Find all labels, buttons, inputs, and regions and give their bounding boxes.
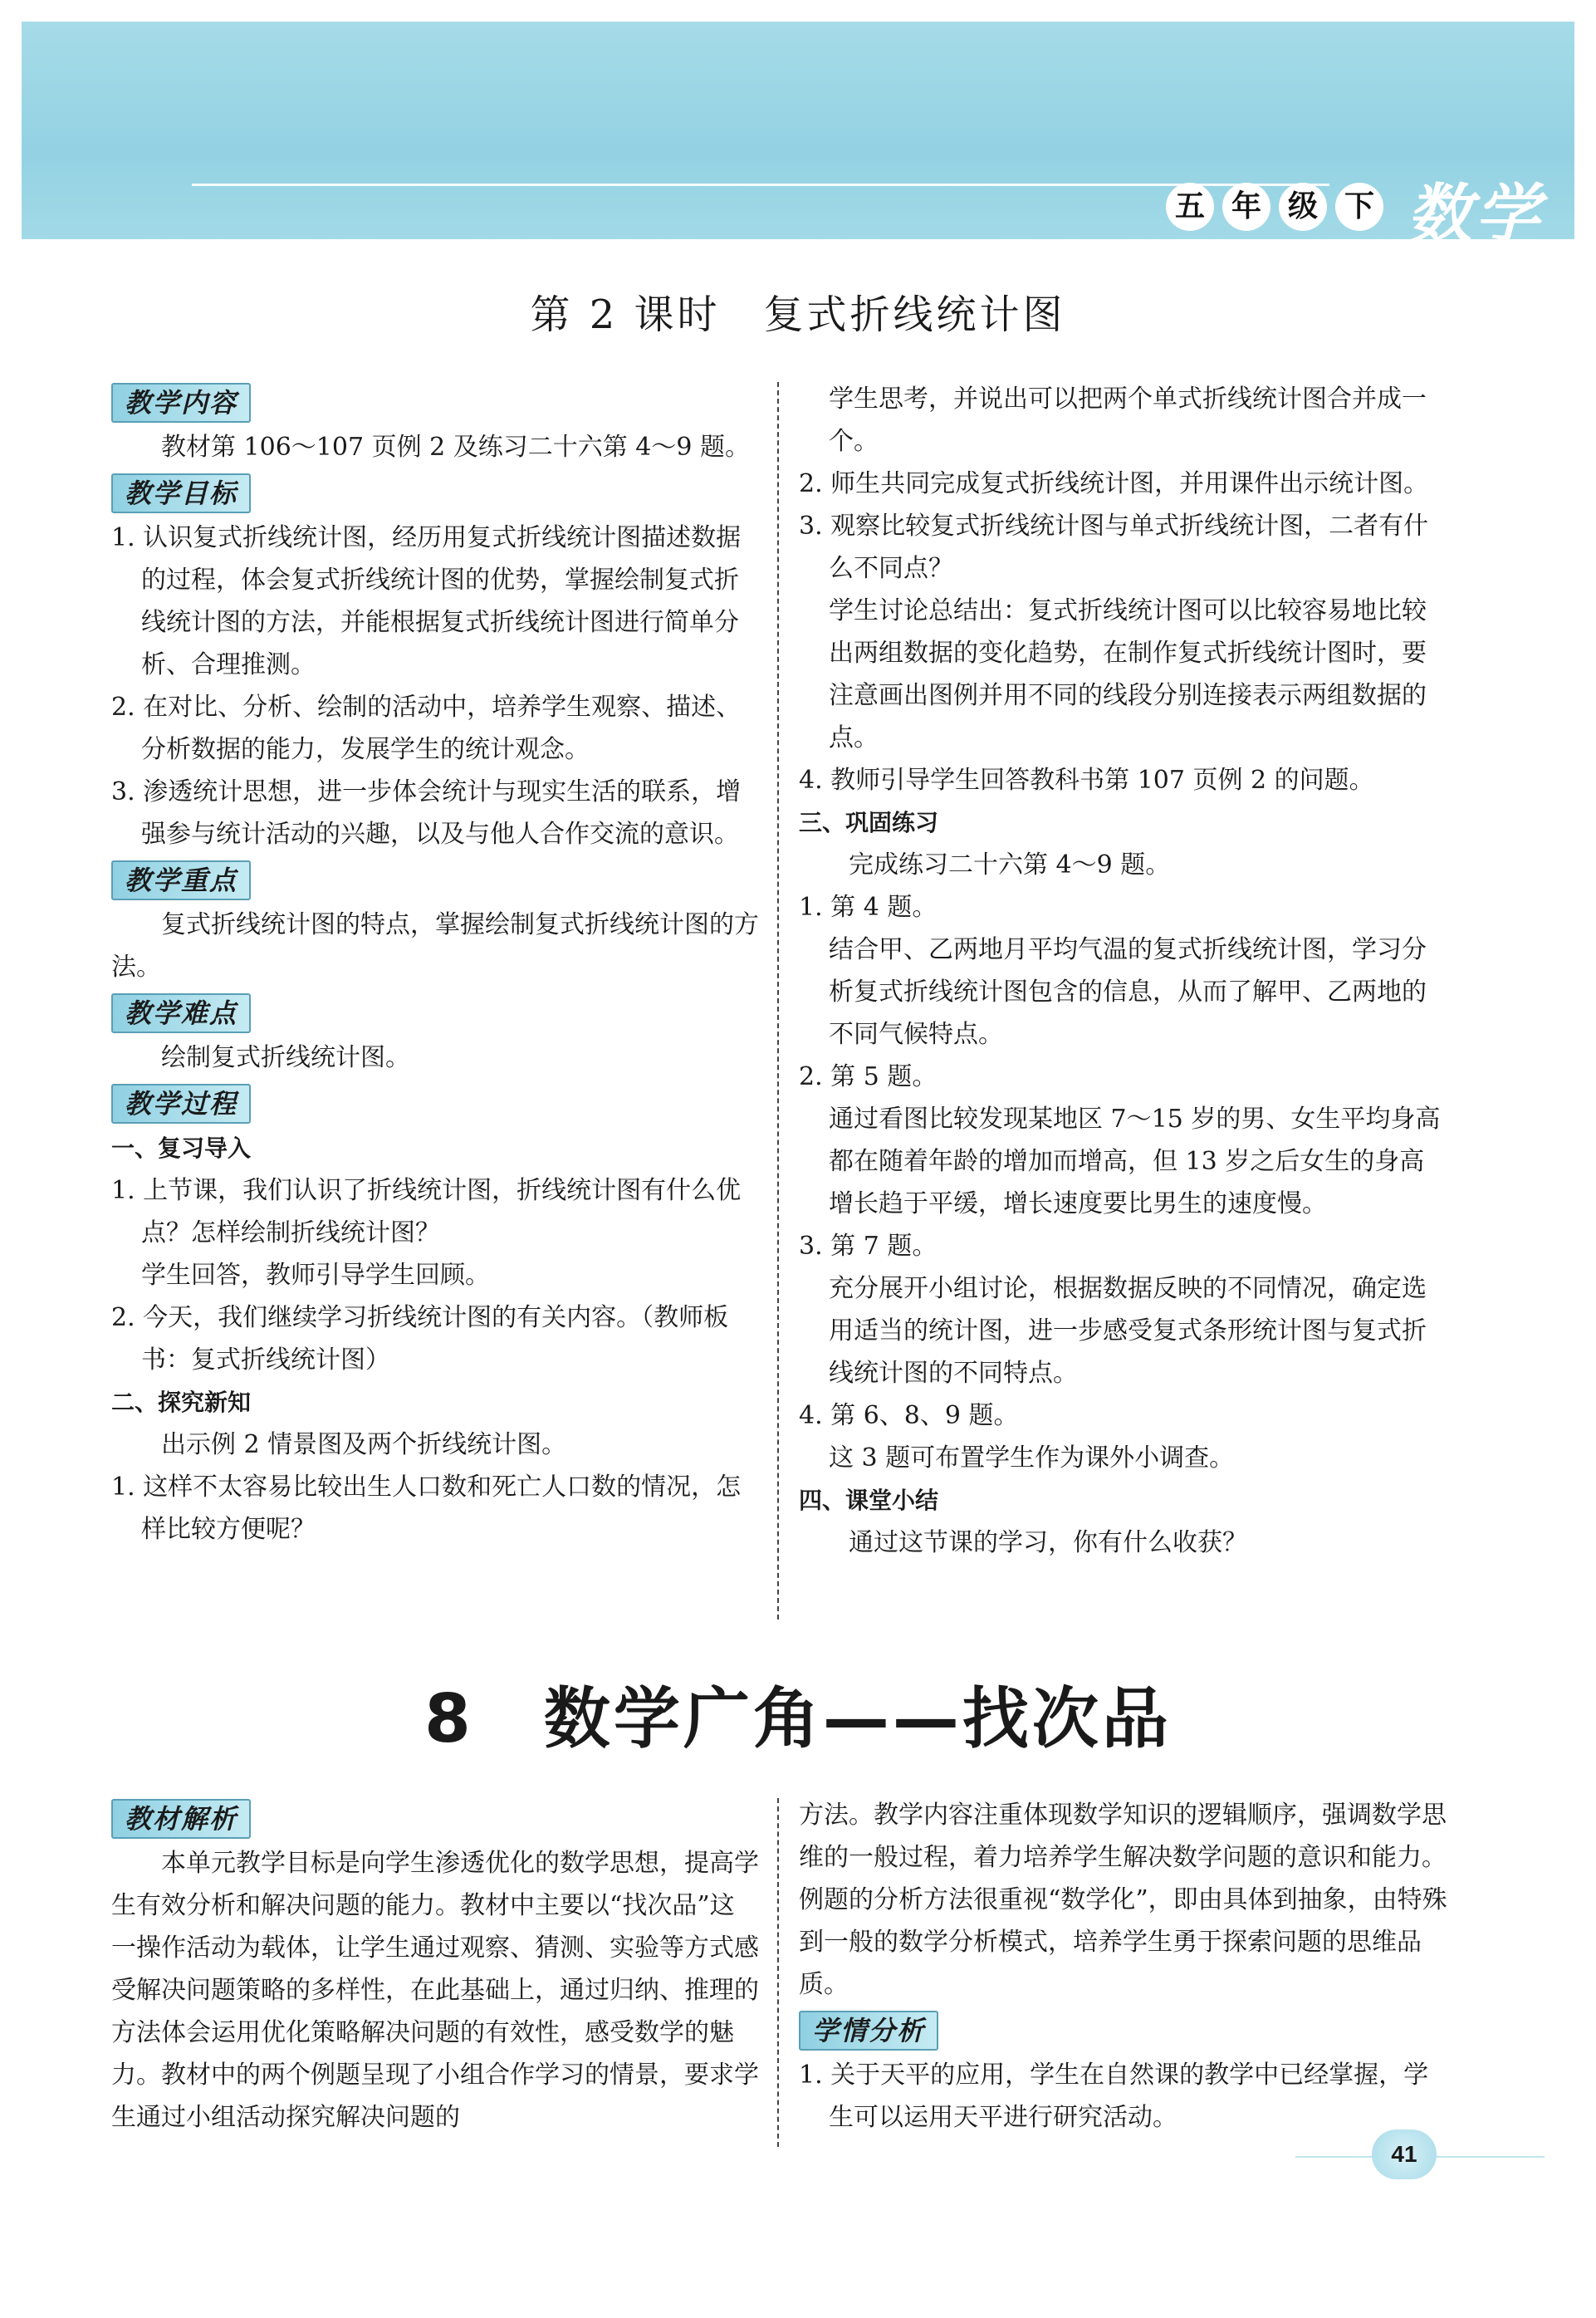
grade-char: 下 [1335, 183, 1383, 231]
column-divider [777, 1798, 779, 2147]
subsection-heading: 二、探究新知 [111, 1389, 252, 1416]
paragraph: 复式折线统计图的特点，掌握绘制复式折线统计图的方法。 [111, 910, 759, 982]
list-item: 3. 观察比较复式折线统计图与单式折线统计图，二者有什么不同点？ [799, 512, 1429, 583]
paragraph: 教材第 106～107 页例 2 及练习二十六第 4～9 题。 [161, 433, 750, 462]
section-tag: 教学目标 [111, 473, 251, 513]
paragraph: 通过看图比较发现某地区 7～15 岁的男、女生平均身高都在随着年龄的增加而增高，但 13 岁之后女生的身高增长趋于平缓，增长速度要比男生的速度慢。 [829, 1105, 1441, 1218]
goal-item: 2. 在对比、分析、绘制的活动中，培养学生观察、描述、分析数据的能力，发展学生的统计观念。 [111, 693, 742, 764]
list-item: 1. 第 4 题。 [799, 893, 938, 922]
paragraph: 本单元教学目标是向学生渗透优化的数学思想，提高学生有效分析和解决问题的能力。教材中主要以“找次品”这一操作活动为载体，让学生通过观察、猜测、实验等方式感受解决问题策略的多样性，在此基础上，通过归纳、推理的方法体会运用优化策略解决问题的有效性，感受数学的魅力。教材中的两个例题呈现了小组合作学习的情景，要求学生通过小组活动探究解决问题的 [111, 1849, 759, 2132]
paragraph: 结合甲、乙两地月平均气温的复式折线统计图，学习分析复式折线统计图包含的信息，从而了解甲、乙两地的不同气候特点。 [829, 935, 1427, 1049]
grade-char: 年 [1222, 183, 1270, 231]
left-column [111, 378, 759, 1551]
header-banner [22, 22, 1574, 252]
list-item: 4. 第 6、8、9 题。 [799, 1401, 1019, 1430]
section-tag: 学情分析 [799, 2011, 938, 2051]
chapter-right-column [799, 1794, 1448, 2139]
list-item: 1. 上节课，我们认识了折线统计图，折线统计图有什么优点？怎样绘制折线统计图？ [111, 1176, 742, 1247]
subsection-heading: 四、课堂小结 [799, 1487, 939, 1514]
paragraph: 学生讨论总结出：复式折线统计图可以比较容易地比较出两组数据的变化趋势，在制作复式折线统计图时，要注意画出图例并用不同的线段分别连接表示两组数据的点。 [829, 596, 1427, 752]
page-number: 41 [1372, 2129, 1437, 2179]
goal-item: 1. 认识复式折线统计图，经历用复式折线统计图描述数据的过程，体会复式折线统计图的优势，掌握绘制复式折线统计图的方法，并能根据复式折线统计图进行简单分析、合理推测。 [111, 523, 742, 679]
chapter-title: 8 数学广角——找次品 [424, 1680, 1172, 1757]
chapter-left-column [111, 1794, 759, 2139]
column-divider [777, 382, 779, 1620]
grade-char: 级 [1279, 183, 1327, 231]
paragraph: 充分展开小组讨论，根据数据反映的不同情况，确定选用适当的统计图，进一步感受复式条形统计图与复式折线统计图的不同特点。 [829, 1274, 1427, 1388]
list-item: 1. 关于天平的应用，学生在自然课的教学中已经掌握，学生可以运用天平进行研究活动。 [799, 2061, 1429, 2132]
paragraph: 绘制复式折线统计图。 [161, 1043, 410, 1072]
lesson-title: 第 2 课时 复式折线统计图 [530, 292, 1066, 338]
list-item: 2. 第 5 题。 [799, 1062, 938, 1091]
list-item: 3. 第 7 题。 [799, 1232, 938, 1261]
banner-line [192, 184, 1329, 186]
section-tag: 教学内容 [111, 383, 251, 423]
list-item: 2. 师生共同完成复式折线统计图，并用课件出示统计图。 [799, 469, 1429, 498]
grade-char: 五 [1166, 183, 1214, 231]
paragraph: 通过这节课的学习，你有什么收获？ [849, 1528, 1247, 1557]
goal-item: 3. 渗透统计思想，进一步体会统计与现实生活的联系，增强参与统计活动的兴趣，以及与他人合作交流的意识。 [111, 777, 742, 849]
section-tag: 教学过程 [111, 1084, 251, 1124]
section-tag: 教学重点 [111, 860, 251, 900]
section-tag: 教材解析 [111, 1799, 251, 1839]
list-item: 1. 这样不太容易比较出生人口数和死亡人口数的情况，怎样比较方便呢？ [111, 1473, 742, 1544]
section-tag: 教学难点 [111, 993, 251, 1033]
subject-logo: 数学 [1407, 177, 1544, 252]
paragraph: 出示例 2 情景图及两个折线统计图。 [161, 1430, 567, 1459]
paragraph: 这 3 题可布置学生作为课外小调查。 [829, 1443, 1235, 1473]
grade-label [1166, 183, 1383, 231]
list-item: 4. 教师引导学生回答教科书第 107 页例 2 的问题。 [799, 766, 1374, 795]
paragraph: 学生回答，教师引导学生回顾。 [141, 1261, 490, 1290]
paragraph: 学生思考，并说出可以把两个单式折线统计图合并成一个。 [829, 385, 1427, 456]
right-column [799, 378, 1448, 1564]
subsection-heading: 三、巩固练习 [799, 809, 939, 836]
paragraph: 完成练习二十六第 4～9 题。 [849, 850, 1171, 880]
subsection-heading: 一、复习导入 [111, 1134, 252, 1162]
list-item: 2. 今天，我们继续学习折线统计图的有关内容。（教师板书：复式折线统计图） [111, 1303, 729, 1375]
paragraph: 方法。教学内容注重体现数学知识的逻辑顺序，强调数学思维的一般过程，着力培养学生解决数学问题的意识和能力。例题的分析方法很重视“数学化”，即由具体到抽象，由特殊到一般的数学分析模式，培养学生勇于探索问题的思维品质。 [799, 1801, 1447, 1999]
